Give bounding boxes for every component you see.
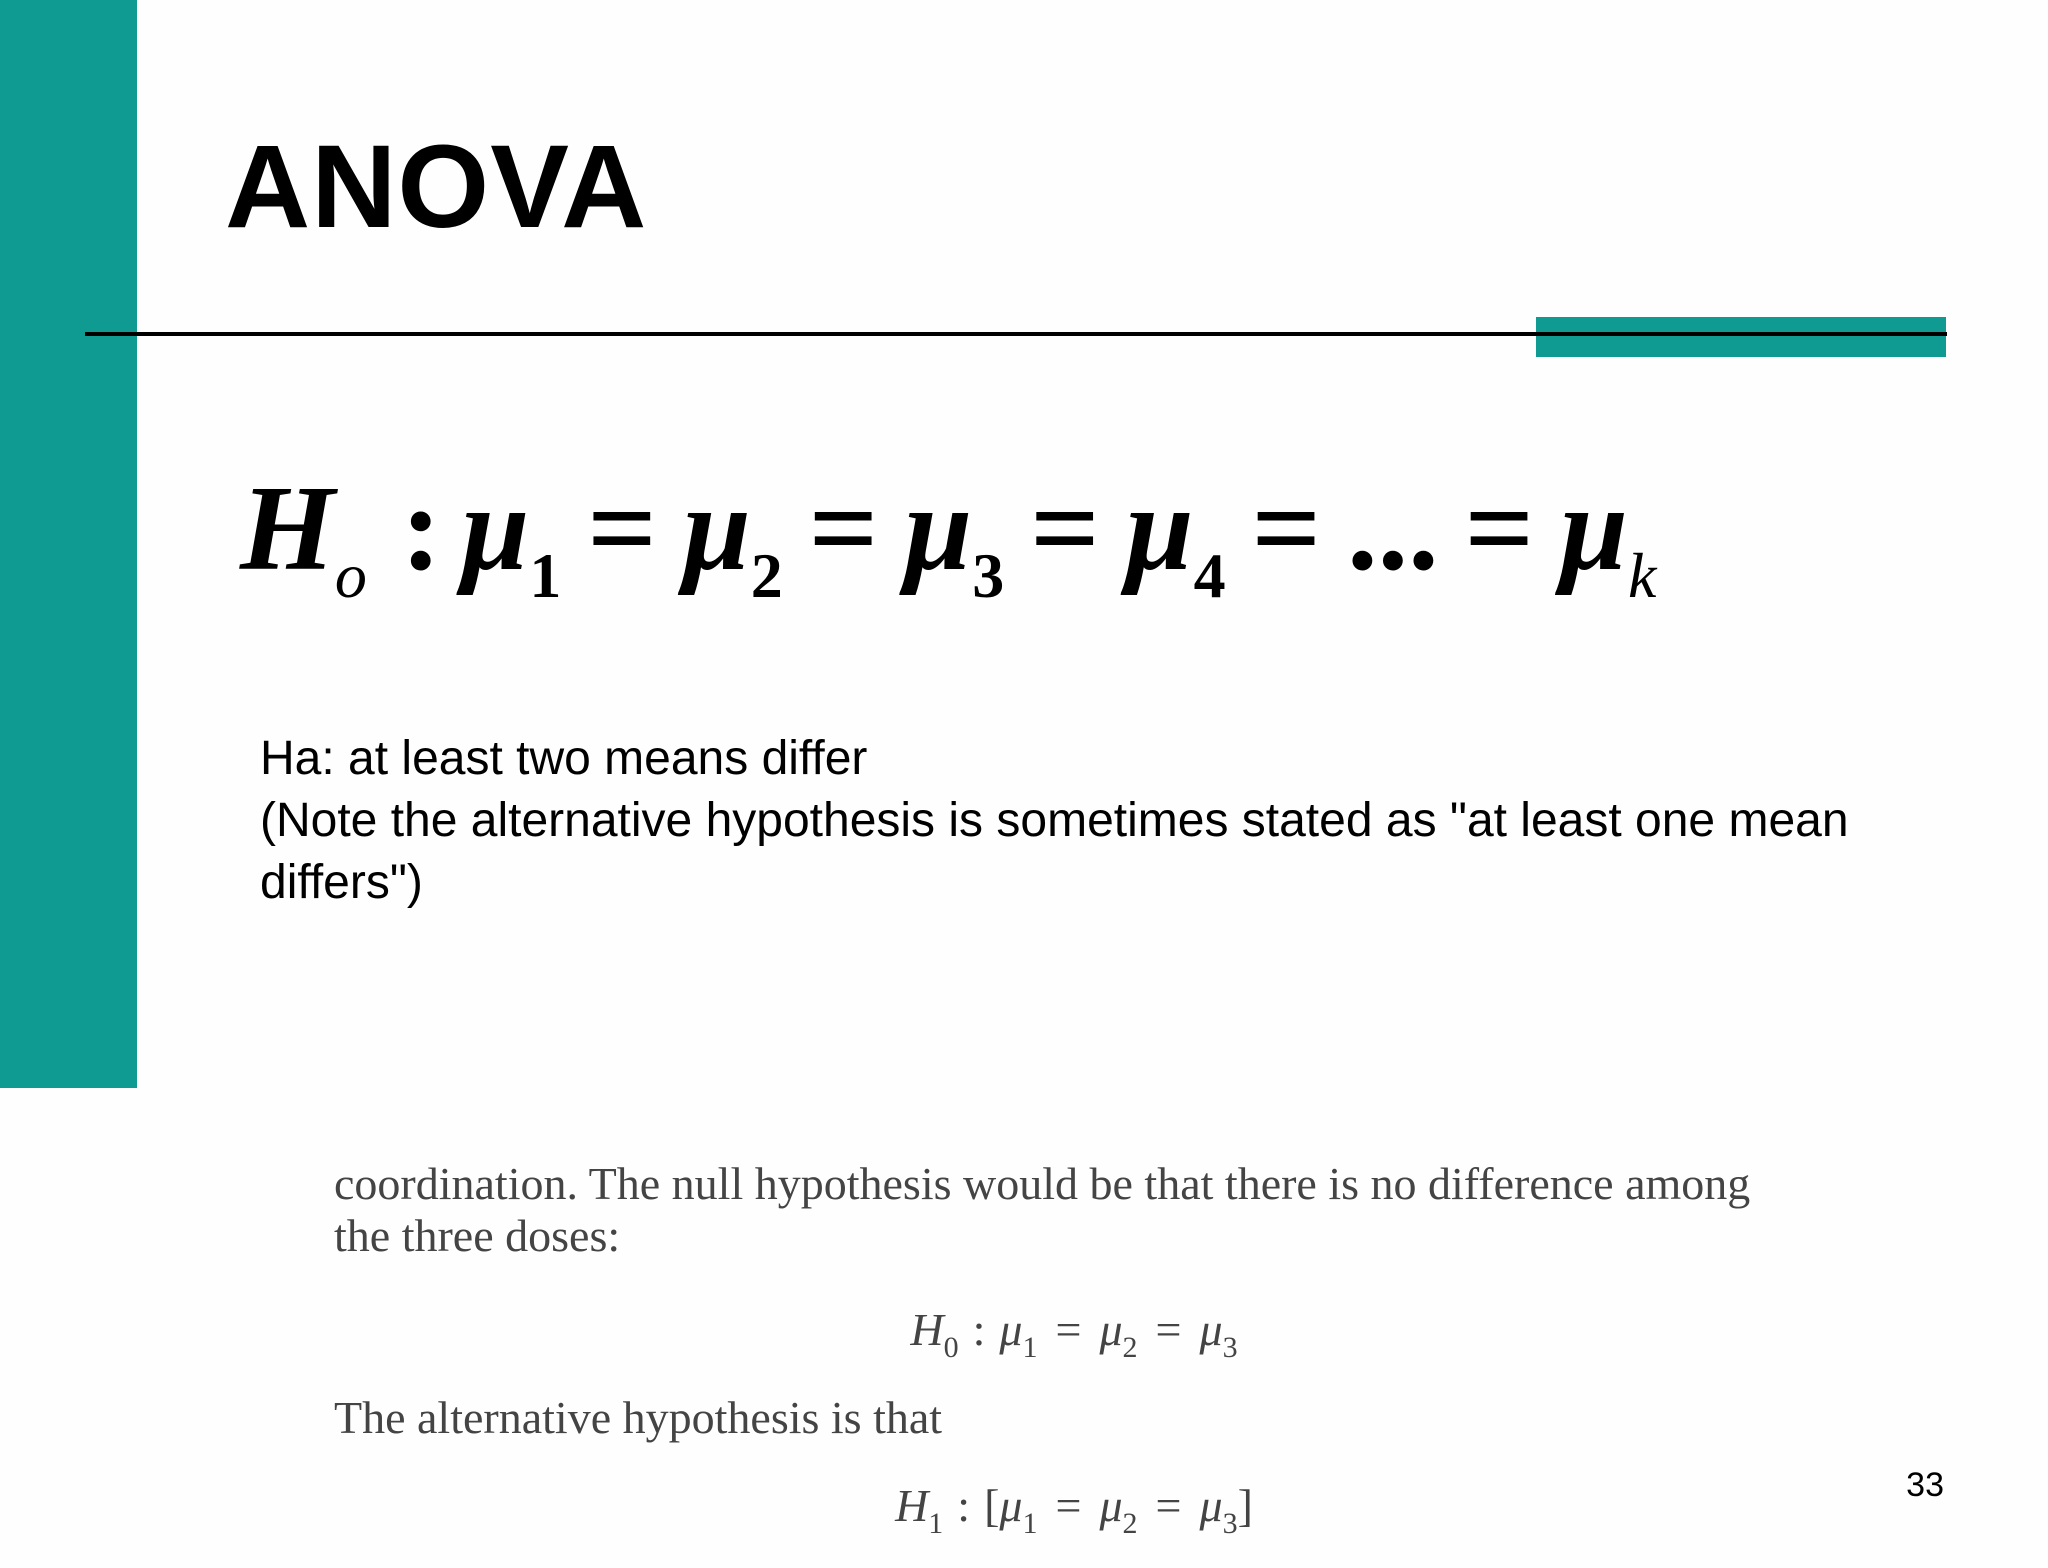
- mu-subscript: 1: [529, 540, 562, 611]
- title-divider-line: [1536, 332, 1946, 336]
- equals-sign: =: [1030, 461, 1100, 596]
- mu-subscript: 2: [750, 540, 783, 611]
- colon: :: [972, 1304, 986, 1355]
- equals-sign: =: [808, 461, 879, 596]
- excerpt-null-formula: [334, 1304, 1814, 1362]
- mu-subscript: 3: [1222, 1507, 1238, 1540]
- slide-title: ANOVA: [225, 121, 648, 253]
- equals-sign: =: [587, 461, 657, 596]
- title-divider-accent: [1536, 317, 1946, 357]
- equals-sign: =: [1055, 1480, 1082, 1531]
- alternative-note: (Note the alternative hypothesis is sometimes stated as "at least one mean differs"): [260, 794, 1849, 909]
- mu-symbol: μ: [999, 1480, 1023, 1531]
- mu-subscript: 1: [1022, 1507, 1038, 1540]
- mu-symbol: μ: [461, 461, 530, 596]
- null-hypothesis-equation: [240, 461, 1657, 628]
- mu-symbol: μ: [1199, 1304, 1223, 1355]
- equals-sign: =: [1155, 1480, 1182, 1531]
- mu-subscript: 2: [1122, 1331, 1138, 1364]
- equals-sign: =: [1055, 1304, 1082, 1355]
- mu-symbol: μ: [999, 1304, 1023, 1355]
- page-number: 33: [1906, 1466, 1944, 1504]
- excerpt-alternative-formula: [334, 1480, 1814, 1538]
- mu-subscript: 1: [1022, 1331, 1038, 1364]
- equals-sign: =: [1251, 461, 1322, 596]
- excerpt-paragraph: coordination. The null hypothesis would be that there is no difference among the three doses:: [334, 1158, 1751, 1261]
- open-bracket: [: [984, 1480, 1000, 1531]
- h-subscript: 0: [943, 1331, 959, 1364]
- mu-symbol: μ: [1199, 1480, 1223, 1531]
- mu-symbol: μ: [682, 461, 751, 596]
- mu-subscript: 3: [972, 540, 1005, 611]
- textbook-excerpt: [334, 1158, 1814, 1568]
- left-accent-bar: [0, 0, 137, 1088]
- equals-sign: =: [1155, 1304, 1182, 1355]
- alternative-hypothesis-text: [260, 728, 1880, 914]
- excerpt-paragraph: The alternative hypothesis is that: [334, 1392, 943, 1443]
- alternative-line: Ha: at least two means differ: [260, 732, 868, 785]
- mu-subscript: 4: [1193, 540, 1226, 611]
- colon: :: [400, 461, 442, 596]
- mu-symbol: μ: [1125, 461, 1194, 596]
- mu-symbol: μ: [1560, 461, 1628, 596]
- mu-symbol: μ: [904, 461, 973, 596]
- ellipsis: ...: [1347, 461, 1439, 596]
- mu-subscript: 3: [1222, 1331, 1238, 1364]
- h-symbol: H: [895, 1480, 929, 1531]
- mu-symbol: μ: [1099, 1480, 1123, 1531]
- mu-subscript: k: [1628, 540, 1657, 611]
- h-symbol: H: [240, 461, 335, 596]
- colon: :: [957, 1480, 971, 1531]
- close-bracket: ]: [1237, 1480, 1253, 1531]
- h-subscript: 1: [928, 1507, 944, 1540]
- equals-sign: =: [1464, 461, 1535, 596]
- h-symbol: H: [910, 1304, 944, 1355]
- h-subscript: o: [334, 540, 367, 611]
- mu-symbol: μ: [1099, 1304, 1123, 1355]
- mu-subscript: 2: [1122, 1507, 1138, 1540]
